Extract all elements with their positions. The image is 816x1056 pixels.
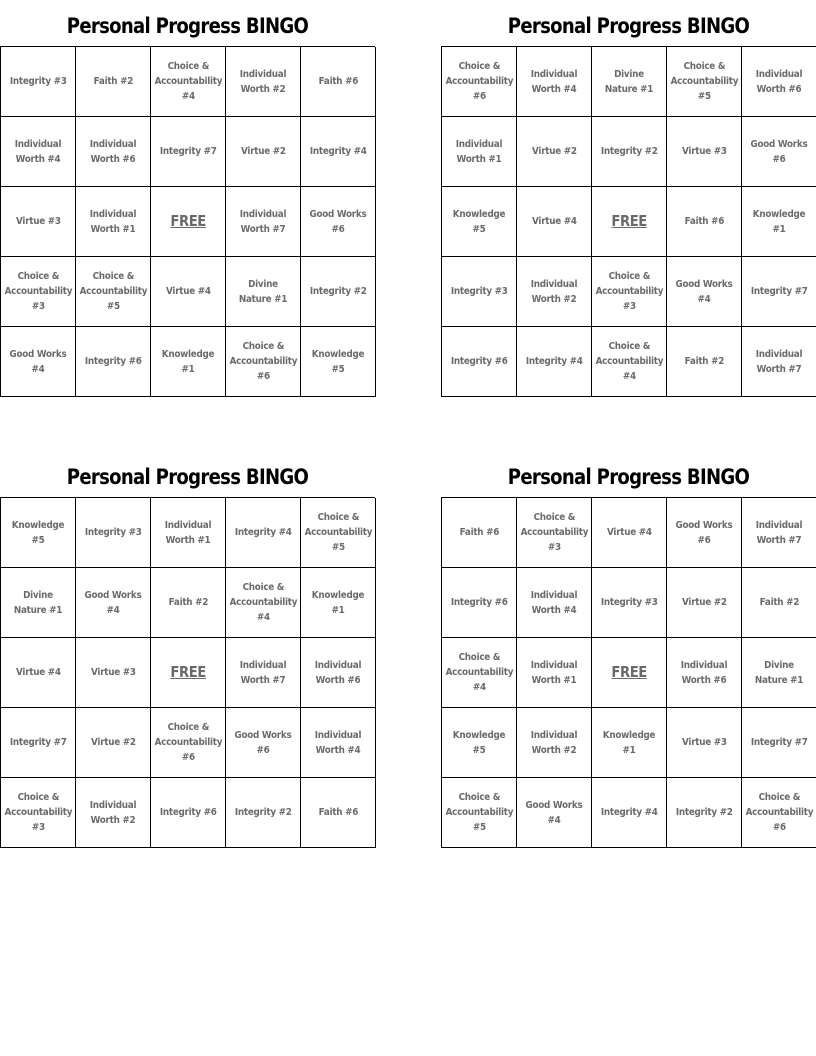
bingo-grid bbox=[0, 46, 375, 397]
bingo-cell-label: Individual Worth #1 bbox=[530, 659, 578, 686]
bingo-cell bbox=[76, 638, 151, 708]
bingo-cell-label: Individual Worth #4 bbox=[314, 729, 362, 756]
free-space-label: FREE bbox=[170, 663, 206, 681]
bingo-cell-label: Choice & Accountability #5 bbox=[79, 271, 147, 312]
bingo-cell-label: Choice & Accountability #5 bbox=[304, 512, 372, 553]
bingo-cell-label: Good Works #4 bbox=[9, 348, 67, 375]
bingo-cell bbox=[76, 498, 151, 568]
bingo-cell bbox=[667, 568, 742, 638]
bingo-cell bbox=[301, 638, 376, 708]
bingo-cell bbox=[1, 568, 76, 638]
bingo-cell bbox=[592, 498, 667, 568]
bingo-cell-label: Virtue #4 bbox=[15, 667, 61, 678]
bingo-cell bbox=[517, 257, 592, 327]
bingo-cell bbox=[667, 257, 742, 327]
bingo-cell bbox=[517, 117, 592, 187]
bingo-cell bbox=[1, 47, 76, 117]
bingo-cell-label: Good Works #6 bbox=[750, 138, 808, 165]
bingo-cell-label: Faith #6 bbox=[318, 807, 358, 818]
bingo-cell bbox=[151, 708, 226, 778]
bingo-cell bbox=[667, 117, 742, 187]
bingo-cell-label: Integrity #6 bbox=[450, 356, 508, 367]
bingo-cell bbox=[226, 638, 301, 708]
bingo-cell bbox=[742, 708, 816, 778]
bingo-cell-label: Individual Worth #1 bbox=[455, 138, 503, 165]
bingo-cell-label: Integrity #2 bbox=[309, 286, 367, 297]
bingo-cell-label: Integrity #7 bbox=[159, 146, 217, 157]
bingo-cell bbox=[592, 47, 667, 117]
bingo-cell-label: Integrity #6 bbox=[450, 597, 508, 608]
bingo-cell bbox=[442, 638, 517, 708]
bingo-cell-label: Integrity #4 bbox=[525, 356, 583, 367]
bingo-cell-label: Integrity #4 bbox=[309, 146, 367, 157]
bingo-cell-label: Choice & Accountability #3 bbox=[520, 512, 588, 553]
bingo-cell-label: Virtue #4 bbox=[531, 216, 577, 227]
bingo-cell-label: Virtue #4 bbox=[606, 527, 652, 538]
bingo-cell bbox=[226, 498, 301, 568]
bingo-cell-label: Good Works #6 bbox=[234, 729, 292, 756]
bingo-cell-label: Choice & Accountability #3 bbox=[4, 792, 72, 833]
bingo-cell-label: Integrity #7 bbox=[750, 737, 808, 748]
bingo-cell-label: Individual Worth #2 bbox=[89, 799, 137, 826]
bingo-cell bbox=[151, 47, 226, 117]
bingo-cell bbox=[1, 778, 76, 848]
bingo-cell-label: Individual Worth #1 bbox=[164, 519, 212, 546]
bingo-cell bbox=[301, 117, 376, 187]
bingo-cell-label: Integrity #2 bbox=[600, 146, 658, 157]
bingo-cell-label: Faith #2 bbox=[684, 356, 724, 367]
bingo-cell-label: Choice & Accountability #4 bbox=[445, 652, 513, 693]
bingo-cell-label: Integrity #2 bbox=[675, 807, 733, 818]
bingo-cell bbox=[1, 498, 76, 568]
bingo-cell-label: Individual Worth #4 bbox=[14, 138, 62, 165]
bingo-cell-label: Integrity #4 bbox=[234, 527, 292, 538]
bingo-cell-label: Choice & Accountability #6 bbox=[745, 792, 813, 833]
bingo-cell-label: Choice & Accountability #6 bbox=[229, 341, 297, 382]
bingo-cell bbox=[442, 498, 517, 568]
bingo-cell-label: Individual Worth #7 bbox=[755, 348, 803, 375]
bingo-cell-label: Knowledge #5 bbox=[452, 208, 506, 235]
bingo-cell-label: Individual Worth #2 bbox=[239, 68, 287, 95]
bingo-cell bbox=[226, 568, 301, 638]
bingo-cell bbox=[592, 708, 667, 778]
bingo-cell bbox=[517, 708, 592, 778]
bingo-cell bbox=[667, 638, 742, 708]
bingo-cell-label: Individual Worth #6 bbox=[680, 659, 728, 686]
bingo-cell bbox=[76, 187, 151, 257]
bingo-cell bbox=[517, 638, 592, 708]
bingo-cell bbox=[442, 327, 517, 397]
bingo-cell-label: Individual Worth #2 bbox=[530, 729, 578, 756]
bingo-cell bbox=[742, 568, 816, 638]
bingo-cell bbox=[517, 778, 592, 848]
bingo-cell bbox=[76, 708, 151, 778]
bingo-cell bbox=[667, 187, 742, 257]
bingo-cell-label: Faith #6 bbox=[318, 76, 358, 87]
bingo-cell bbox=[1, 117, 76, 187]
bingo-cell-label: Choice & Accountability #4 bbox=[229, 582, 297, 623]
bingo-cell-label: Faith #6 bbox=[459, 527, 499, 538]
bingo-cell-label: Choice & Accountability #4 bbox=[154, 61, 222, 102]
bingo-cell bbox=[592, 257, 667, 327]
free-space-cell bbox=[151, 638, 226, 708]
bingo-cell-label: Individual Worth #7 bbox=[755, 519, 803, 546]
bingo-cell bbox=[226, 47, 301, 117]
bingo-cell-label: Virtue #4 bbox=[165, 286, 211, 297]
bingo-cell bbox=[151, 778, 226, 848]
bingo-cell bbox=[517, 498, 592, 568]
bingo-cell bbox=[226, 117, 301, 187]
bingo-cell bbox=[76, 327, 151, 397]
bingo-cell bbox=[667, 498, 742, 568]
bingo-cell bbox=[301, 498, 376, 568]
bingo-cell-label: Virtue #3 bbox=[90, 667, 136, 678]
bingo-cell-label: Good Works #4 bbox=[525, 799, 583, 826]
free-space-label: FREE bbox=[611, 663, 647, 681]
bingo-cell bbox=[1, 327, 76, 397]
bingo-cell-label: Integrity #6 bbox=[159, 807, 217, 818]
bingo-cell bbox=[442, 187, 517, 257]
bingo-cell-label: Knowledge #5 bbox=[11, 519, 65, 546]
bingo-cell bbox=[301, 257, 376, 327]
bingo-cell bbox=[742, 778, 816, 848]
bingo-cell-label: Virtue #3 bbox=[681, 737, 727, 748]
bingo-cell bbox=[1, 708, 76, 778]
bingo-cell-label: Individual Worth #6 bbox=[89, 138, 137, 165]
bingo-cell bbox=[301, 568, 376, 638]
bingo-grid bbox=[441, 497, 816, 848]
bingo-cell-label: Choice & Accountability #6 bbox=[445, 61, 513, 102]
free-space-label: FREE bbox=[611, 212, 647, 230]
bingo-cell-label: Virtue #2 bbox=[531, 146, 577, 157]
bingo-cell bbox=[517, 568, 592, 638]
bingo-cell-label: Integrity #7 bbox=[750, 286, 808, 297]
bingo-cell bbox=[442, 257, 517, 327]
bingo-cell-label: Individual Worth #1 bbox=[89, 208, 137, 235]
bingo-cell-label: Good Works #6 bbox=[675, 519, 733, 546]
card-title: Personal Progress BINGO bbox=[66, 14, 309, 38]
bingo-cell bbox=[742, 638, 816, 708]
bingo-cell bbox=[667, 327, 742, 397]
card-title: Personal Progress BINGO bbox=[507, 14, 750, 38]
bingo-cell-label: Virtue #2 bbox=[240, 146, 286, 157]
bingo-cell bbox=[226, 708, 301, 778]
bingo-cell bbox=[1, 638, 76, 708]
bingo-cell bbox=[442, 117, 517, 187]
bingo-cell-label: Integrity #2 bbox=[234, 807, 292, 818]
free-space-cell bbox=[592, 187, 667, 257]
bingo-cell bbox=[301, 708, 376, 778]
bingo-cell-label: Virtue #3 bbox=[681, 146, 727, 157]
bingo-cell bbox=[592, 117, 667, 187]
bingo-cell-label: Faith #6 bbox=[684, 216, 724, 227]
bingo-grid bbox=[0, 497, 375, 848]
bingo-cell bbox=[667, 708, 742, 778]
bingo-cell bbox=[226, 778, 301, 848]
bingo-cell-label: Integrity #3 bbox=[600, 597, 658, 608]
bingo-cell bbox=[742, 327, 816, 397]
bingo-cell-label: Individual Worth #7 bbox=[239, 208, 287, 235]
bingo-cell bbox=[442, 47, 517, 117]
free-space-cell bbox=[592, 638, 667, 708]
bingo-cell bbox=[301, 47, 376, 117]
bingo-cell bbox=[742, 187, 816, 257]
bingo-cell bbox=[1, 187, 76, 257]
card-title: Personal Progress BINGO bbox=[507, 465, 750, 489]
bingo-cell-label: Choice & Accountability #5 bbox=[445, 792, 513, 833]
free-space-cell bbox=[151, 187, 226, 257]
bingo-cell bbox=[667, 778, 742, 848]
card-title: Personal Progress BINGO bbox=[66, 465, 309, 489]
bingo-cell bbox=[301, 327, 376, 397]
bingo-cell-label: Individual Worth #6 bbox=[755, 68, 803, 95]
bingo-cell bbox=[442, 708, 517, 778]
bingo-cell-label: Divine Nature #1 bbox=[754, 659, 804, 686]
bingo-cell bbox=[151, 257, 226, 327]
bingo-cell-label: Faith #2 bbox=[93, 76, 133, 87]
bingo-cell bbox=[517, 327, 592, 397]
bingo-cell bbox=[76, 778, 151, 848]
bingo-cell bbox=[517, 187, 592, 257]
bingo-cell-label: Integrity #7 bbox=[9, 737, 67, 748]
bingo-cell bbox=[442, 568, 517, 638]
bingo-cell-label: Knowledge #1 bbox=[752, 208, 806, 235]
bingo-cell bbox=[742, 498, 816, 568]
bingo-cell-label: Knowledge #1 bbox=[602, 729, 656, 756]
bingo-cell-label: Divine Nature #1 bbox=[13, 589, 63, 616]
bingo-cell bbox=[76, 257, 151, 327]
bingo-cell bbox=[742, 47, 816, 117]
bingo-cell-label: Virtue #3 bbox=[15, 216, 61, 227]
bingo-cell-label: Good Works #6 bbox=[309, 208, 367, 235]
bingo-cell-label: Integrity #3 bbox=[9, 76, 67, 87]
bingo-cell-label: Knowledge #5 bbox=[311, 348, 365, 375]
bingo-cell-label: Individual Worth #4 bbox=[530, 589, 578, 616]
bingo-cell-label: Integrity #6 bbox=[84, 356, 142, 367]
bingo-cell bbox=[226, 327, 301, 397]
bingo-cell-label: Divine Nature #1 bbox=[238, 278, 288, 305]
bingo-cell-label: Good Works #4 bbox=[84, 589, 142, 616]
bingo-cell bbox=[226, 187, 301, 257]
bingo-cell-label: Knowledge #1 bbox=[161, 348, 215, 375]
bingo-cell-label: Faith #2 bbox=[759, 597, 799, 608]
bingo-cell-label: Divine Nature #1 bbox=[604, 68, 654, 95]
bingo-cell-label: Integrity #3 bbox=[450, 286, 508, 297]
bingo-cell-label: Faith #2 bbox=[168, 597, 208, 608]
bingo-cell bbox=[151, 498, 226, 568]
bingo-grid bbox=[441, 46, 816, 397]
bingo-cell-label: Individual Worth #4 bbox=[530, 68, 578, 95]
bingo-cell bbox=[301, 187, 376, 257]
bingo-cell-label: Choice & Accountability #5 bbox=[670, 61, 738, 102]
bingo-cell bbox=[226, 257, 301, 327]
bingo-cell bbox=[76, 47, 151, 117]
bingo-cell bbox=[301, 778, 376, 848]
bingo-cell bbox=[592, 778, 667, 848]
bingo-cell bbox=[592, 568, 667, 638]
bingo-cell bbox=[76, 117, 151, 187]
bingo-cell bbox=[592, 327, 667, 397]
bingo-cell-label: Individual Worth #7 bbox=[239, 659, 287, 686]
bingo-cell-label: Knowledge #5 bbox=[452, 729, 506, 756]
bingo-cell-label: Virtue #2 bbox=[681, 597, 727, 608]
bingo-cell-label: Choice & Accountability #4 bbox=[595, 341, 663, 382]
bingo-cell bbox=[742, 257, 816, 327]
bingo-cell bbox=[151, 568, 226, 638]
bingo-cell bbox=[517, 47, 592, 117]
bingo-cell-label: Individual Worth #6 bbox=[314, 659, 362, 686]
bingo-cell bbox=[76, 568, 151, 638]
free-space-label: FREE bbox=[170, 212, 206, 230]
bingo-cell-label: Choice & Accountability #6 bbox=[154, 722, 222, 763]
bingo-cell-label: Individual Worth #2 bbox=[530, 278, 578, 305]
bingo-cell bbox=[667, 47, 742, 117]
bingo-cell-label: Integrity #4 bbox=[600, 807, 658, 818]
bingo-cell-label: Good Works #4 bbox=[675, 278, 733, 305]
bingo-cell-label: Integrity #3 bbox=[84, 527, 142, 538]
bingo-cell-label: Choice & Accountability #3 bbox=[595, 271, 663, 312]
bingo-cell-label: Knowledge #1 bbox=[311, 589, 365, 616]
bingo-cell-label: Virtue #2 bbox=[90, 737, 136, 748]
bingo-cell bbox=[742, 117, 816, 187]
bingo-cell-label: Choice & Accountability #3 bbox=[4, 271, 72, 312]
bingo-cell bbox=[442, 778, 517, 848]
bingo-cell bbox=[151, 327, 226, 397]
bingo-cell bbox=[151, 117, 226, 187]
bingo-cell bbox=[1, 257, 76, 327]
